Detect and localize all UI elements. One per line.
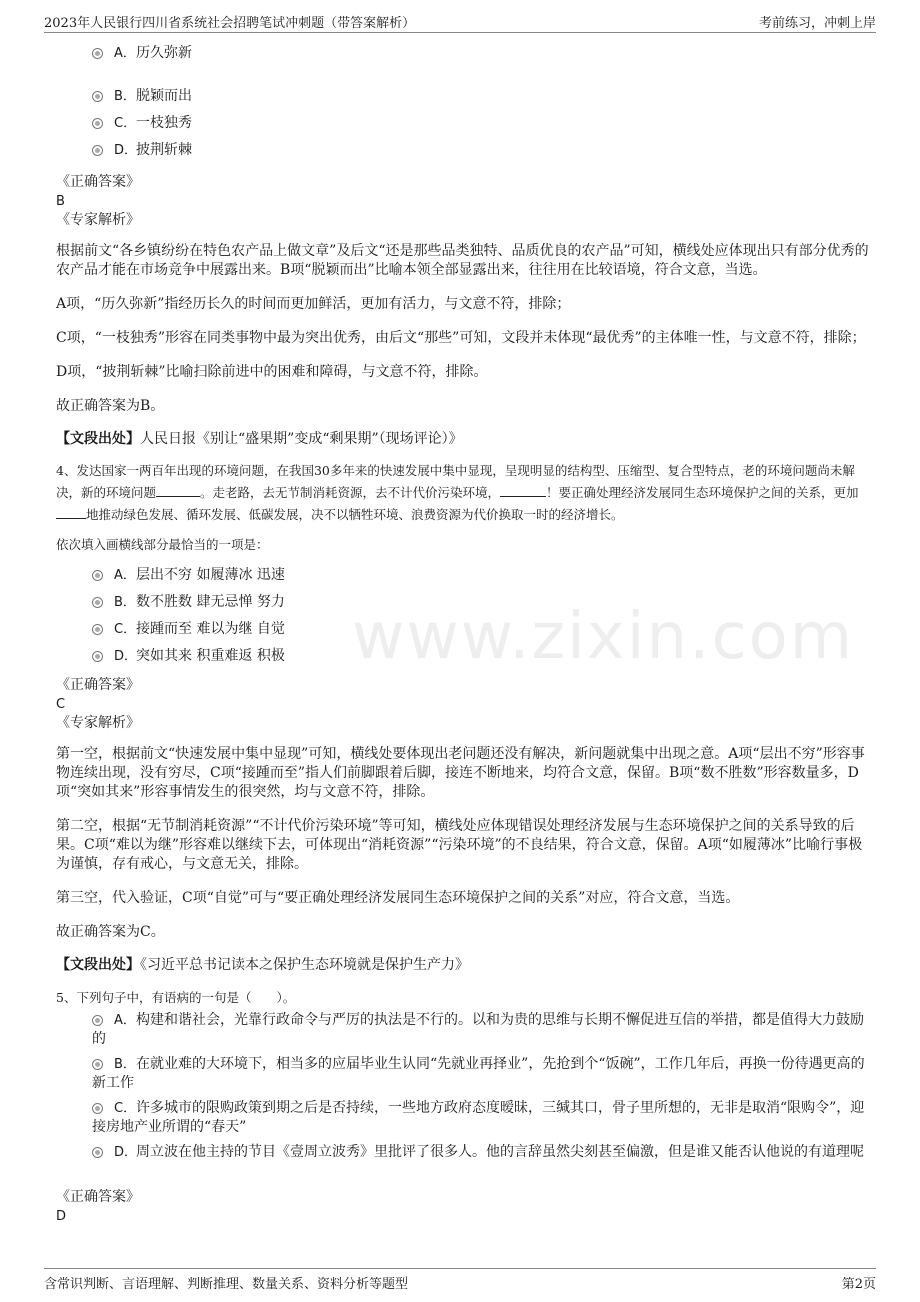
q3-answer-label: 《正确答案》 (56, 174, 140, 190)
source-label: 【文段出处】 (56, 957, 140, 973)
option-text: 在就业难的大环境下，相当多的应届毕业生认同“先就业再择业”，先抢到个“饭碗”，工作几年后，再换一份待遇更高的新工作 (92, 1056, 865, 1091)
option-letter: C． (114, 1101, 137, 1116)
q3-option-a[interactable] (56, 44, 872, 63)
option-letter: A． (114, 568, 136, 583)
option-text: 层出不穷 如履薄冰 迅速 (136, 567, 285, 583)
q3-analysis-label: 《专家解析》 (56, 212, 140, 228)
radio-icon[interactable] (92, 91, 103, 102)
q5-option-d[interactable] (56, 1143, 872, 1162)
radio-icon[interactable] (92, 1059, 103, 1070)
blank-3 (56, 505, 86, 519)
q3-analysis-paragraph: 根据前文“各乡镇纷纷在特色农产品上做文章”及后文“还是那些品类独特、品质优良的农产品”可知，横线处应体现出只有部分优秀的农产品才能在市场竞争中展露出来。B项“脱颖而出”比喻本领全部显露出来，往往用在比较语境，符合文意，当选。 (56, 243, 869, 278)
option-letter: A． (114, 1013, 136, 1028)
source-text: 人民日报《别让“盛果期”变成“剩果期”（现场评论）》 (140, 431, 463, 447)
q4-options (56, 566, 872, 666)
option-letter: C． (114, 116, 137, 131)
blank-2 (500, 483, 546, 497)
option-text: 脱颖而出 (136, 88, 192, 104)
q5-option-a[interactable] (56, 1011, 872, 1049)
q5-answer-label: 《正确答案》 (56, 1189, 140, 1205)
q4-answer: C (56, 697, 66, 712)
footer-categories: 含常识判断、言语理解、判断推理、数量关系、资料分析等题型 (44, 1277, 409, 1292)
header-slogan: 考前练习，冲刺上岸 (758, 16, 876, 31)
radio-icon[interactable] (92, 624, 103, 635)
q4-option-d[interactable] (56, 647, 872, 666)
radio-icon[interactable] (92, 651, 103, 662)
q4-analysis-paragraph: 第一空，根据前文“快速发展中集中显现”可知，横线处要体现出老问题还没有解决，新问题就集中出现之意。A项“层出不穷”形容事物连续出现，没有穷尽，C项“接踵而至”指人们前脚跟着后脚，接连不断地来，均符合文意，保留。B项“数不胜数”形容数量多，D项“突如其来”形容事情发生的很突然，均与文意不符，排除。 (56, 746, 865, 800)
q3-source (56, 430, 872, 449)
option-text: 一枝独秀 (136, 115, 192, 131)
option-letter: B． (114, 89, 136, 104)
radio-icon[interactable] (92, 118, 103, 129)
option-letter: D． (114, 649, 138, 664)
radio-icon[interactable] (92, 597, 103, 608)
option-text: 构建和谐社会，光靠行政命令与严厉的执法是不行的。以和为贵的思维与长期不懈促进互信的举措，都是值得大力鼓励的 (92, 1012, 864, 1047)
page-content (56, 40, 872, 1226)
option-text: 许多城市的限购政策到期之后是否持续，一些地方政府态度暧昧，三缄其口，骨子里所想的，无非是取消“限购令”，迎接房地产业所谓的“春天” (92, 1100, 865, 1135)
q5-stem: 5、下列句子中，有语病的一句是（ ）。 (56, 990, 296, 1005)
option-text: 周立波在他主持的节目《壹周立波秀》里批评了很多人。他的言辞虽然尖刻甚至偏激，但是谁又能否认他说的有道理呢 (136, 1144, 864, 1160)
option-text: 数不胜数 肆无忌惮 努力 (136, 594, 285, 610)
q3-option-b[interactable] (56, 87, 872, 106)
option-letter: C． (114, 622, 137, 637)
source-label: 【文段出处】 (56, 431, 140, 447)
q4-analysis-label: 《专家解析》 (56, 715, 140, 731)
document-title: 2023年人民银行四川省系统社会招聘笔试冲刺题（带答案解析） (44, 16, 416, 31)
option-letter: D． (114, 143, 138, 158)
page-header (44, 10, 876, 33)
q4-option-c[interactable] (56, 620, 872, 639)
source-text: 《习近平总书记读本之保护生态环境就是保护生产力》 (140, 957, 469, 973)
option-text: 接踵而至 难以为继 自觉 (136, 621, 285, 637)
page-number: 第2页 (841, 1277, 876, 1292)
q4-option-a[interactable] (56, 566, 872, 585)
option-letter: A． (114, 46, 136, 61)
q4-option-b[interactable] (56, 593, 872, 612)
q4-prompt: 依次填入画横线部分最恰当的一项是： (56, 537, 269, 552)
watermark: www.zixin.com (352, 600, 855, 674)
radio-icon[interactable] (92, 570, 103, 581)
q3-option-c[interactable] (56, 114, 872, 133)
radio-icon[interactable] (92, 48, 103, 59)
q3-options (56, 44, 872, 160)
option-letter: D． (114, 1145, 138, 1160)
option-letter: B． (114, 595, 136, 610)
q5-option-b[interactable] (56, 1055, 872, 1093)
q5-options (56, 1011, 872, 1162)
q4-source (56, 956, 872, 975)
q3-answer: B (56, 194, 65, 209)
q3-analysis-paragraph: A项，“历久弥新”指经历长久的时间而更加鲜活，更加有活力，与文意不符，排除； (56, 296, 571, 312)
q3-analysis-paragraph: D项，“披荆斩棘”比喻扫除前进中的困难和障碍，与文意不符，排除。 (56, 364, 488, 380)
q3-analysis-paragraph: C项，“一枝独秀”形容在同类事物中最为突出优秀，由后文“那些”可知，文段并未体现“最优秀”的主体唯一性，与文意不符，排除； (56, 330, 866, 346)
radio-icon[interactable] (92, 1015, 103, 1026)
page-footer (44, 1268, 876, 1293)
q4-answer-label: 《正确答案》 (56, 677, 140, 693)
option-text: 历久弥新 (136, 45, 192, 61)
option-text: 披荆斩棘 (136, 142, 192, 158)
q5-option-c[interactable] (56, 1099, 872, 1137)
radio-icon[interactable] (92, 1147, 103, 1158)
q3-analysis-paragraph: 故正确答案为B。 (56, 398, 165, 414)
option-letter: B． (114, 1057, 136, 1072)
option-text: 突如其来 积重难返 积极 (136, 648, 285, 664)
q4-analysis-paragraph: 故正确答案为C。 (56, 924, 165, 940)
q4-analysis-paragraph: 第三空，代入验证，C项“自觉”可与“要正确处理经济发展同生态环境保护之间的关系”对应，符合文意，当选。 (56, 890, 740, 906)
q4-analysis-paragraph: 第二空，根据“无节制消耗资源”“不计代价污染环境”等可知，横线处应体现错误处理经济发展与生态环境保护之间的关系导致的后果。C项“难以为继”形容难以继续下去，可体现出“消耗资源”“污染环境”的不良结果，符合文意，保留。A项“如履薄冰”比喻行事极为谨慎，存有戒心，与文意无关，排除。 (56, 818, 863, 872)
radio-icon[interactable] (92, 1103, 103, 1114)
radio-icon[interactable] (92, 145, 103, 156)
q3-option-d[interactable] (56, 141, 872, 160)
blank-1 (156, 483, 200, 497)
q4-stem: 4、发达国家一两百年出现的环境问题，在我国30多年来的快速发展中集中显现，呈现明显的结构型、压缩型、复合型特点，老的环境问题尚未解决，新的环境问题 。走老路，去无节制消耗资源，去不计代价污染环境， ！要正确处理经济发展同生态环境保护之间的关系，更加地推动绿色发展、循环发展、低碳发展，决不以牺牲环境、浪费资源为代价换取一时的经济增长。 (56, 463, 859, 522)
q5-answer: D (56, 1209, 67, 1224)
